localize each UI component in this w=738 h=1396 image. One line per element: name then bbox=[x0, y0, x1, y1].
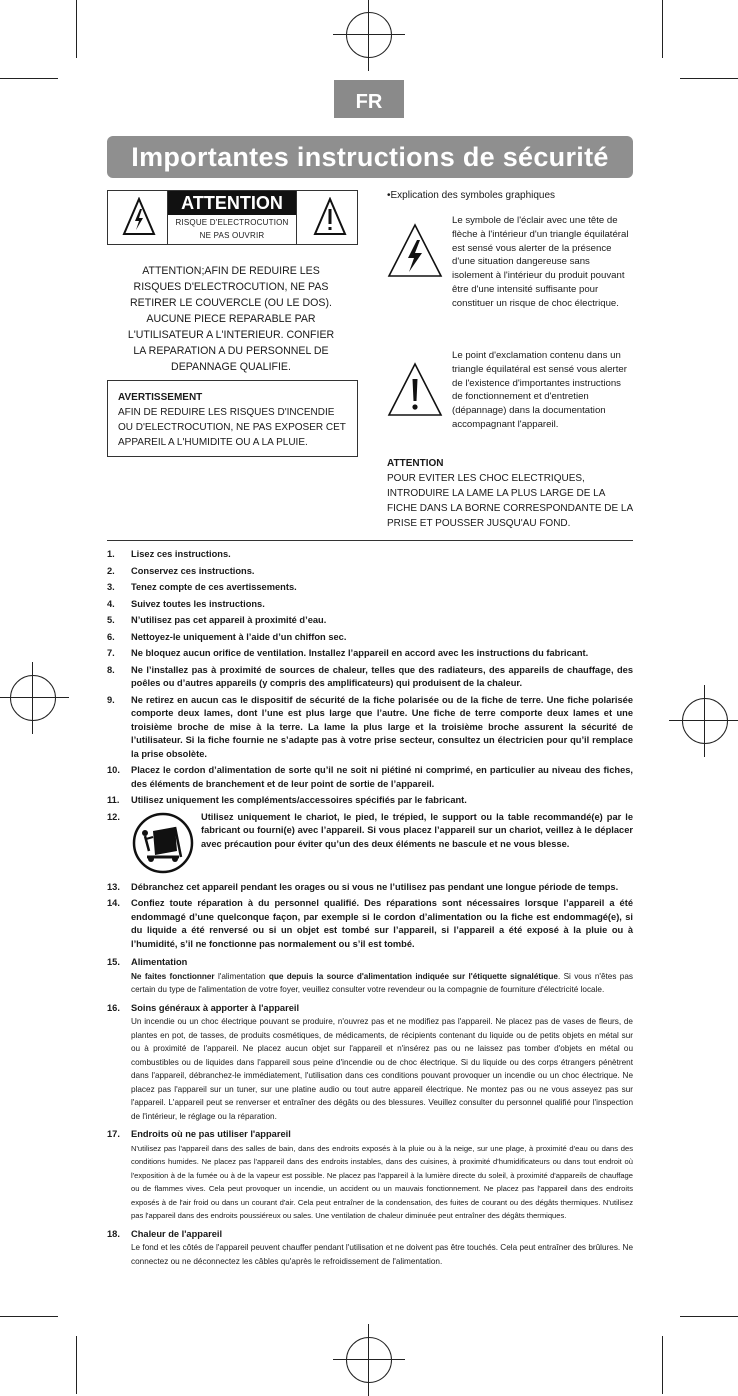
list-item bbox=[107, 647, 633, 661]
list-item bbox=[107, 811, 633, 875]
item-number: 8. bbox=[107, 664, 115, 675]
item-text bbox=[131, 1228, 633, 1269]
list-item bbox=[107, 956, 633, 997]
item-text bbox=[131, 1128, 633, 1223]
list-item bbox=[107, 694, 633, 762]
list-item bbox=[107, 548, 633, 562]
crop-mark bbox=[0, 1316, 58, 1317]
crop-mark bbox=[680, 78, 738, 79]
caution-label-line1: RISQUE D'ELECTROCUTION bbox=[175, 218, 289, 227]
plug-notice-body: POUR EVITER LES CHOC ELECTRIQUES, INTRODUIRE LA LAME LA PLUS LARGE DE LA FICHE DANS LA BORNE CORRESPONDANTE DE LA PRISE ET POUSSER JUSQU'AU FOND. bbox=[387, 473, 633, 529]
item-text: Ne l’installez pas à proximité de sources de chaleur, telles que des radiateurs, des appareils de chauffage, des poêles ou d’autres appareils (y compris des amplificateurs) qui produisent de la chaleur. bbox=[131, 664, 633, 688]
item-text: Lisez ces instructions. bbox=[131, 549, 231, 559]
item-text: N’utilisez pas cet appareil à proximité d’eau. bbox=[131, 615, 327, 625]
item-plain: . Si vous n'êtes pas certain du type de l'alimentation de votre foyer, veuillez consulter votre revendeur ou la compagnie de fourniture d'électricité locale. bbox=[131, 971, 633, 994]
item-heading: Soins généraux à apporter à l'appareil bbox=[131, 1002, 300, 1013]
item-text bbox=[131, 956, 633, 997]
list-item bbox=[107, 881, 633, 895]
crop-mark bbox=[0, 78, 58, 79]
item-text: Tenez compte de ces avertissements. bbox=[131, 582, 297, 592]
item-plain: l'alimentation bbox=[214, 971, 269, 981]
item-body: Un incendie ou un choc électrique pouvant se produire, n'ouvrez pas et ne modifiez pas l'appareil. Ne placez pas de vases de fleurs, de plantes en pot, de tasses, de produits cosmétiques, de médicaments, de récipients contenant du liquide ou de petits objets en métal sur ou à proximité de l'appareil. Ne placez aucun objet sur l'appareil et n'insérez pas ou ne laissez pas tomber d'objets en métal ou combustibles ou de liquides dans l'appareil sous peine d'incendie ou de choc électrique. Si du liquide ou des corps étrangers pénètrent dans l'appareil, débranchez-le immédiatement, l'utilisation dans ces conditions pouvant provoquer un incendie ou un choc électrique. Ne placez pas l'appareil sur un tuner, sur une platine audio ou tout autre appareil électrique. Ne montez pas ou ne vous asseyez pas sur l'appareil. L'appareil peut se renverser et entraîner des dégâts ou des blessures. Veuillez consulter du personnel qualifié pour l'inspection de l'intérieur, le réglage ou la réparation. bbox=[131, 1017, 633, 1121]
warning-body: AFIN DE REDUIRE LES RISQUES D'INCENDIE OU D'ELECTROCUTION, NE PAS EXPOSER CET APPAREIL A L'HUMIDITE OU A LA PLUIE. bbox=[118, 407, 346, 448]
item-text bbox=[131, 1002, 633, 1124]
list-item bbox=[107, 897, 633, 951]
crop-mark bbox=[662, 0, 663, 58]
crop-mark bbox=[76, 1336, 77, 1394]
list-item bbox=[107, 764, 633, 791]
item-number: 4. bbox=[107, 598, 115, 609]
plug-notice-title: ATTENTION bbox=[387, 458, 444, 469]
instructions-list bbox=[107, 548, 633, 1268]
exclamation-triangle-icon bbox=[386, 361, 444, 419]
item-number: 9. bbox=[107, 694, 115, 705]
list-item bbox=[107, 565, 633, 579]
lightning-triangle-icon bbox=[386, 222, 444, 280]
item-bold: Ne faites fonctionner bbox=[131, 971, 215, 981]
warning-box bbox=[107, 380, 358, 457]
page-title: Importantes instructions de sécurité bbox=[107, 136, 633, 178]
symbols-heading: •Explication des symboles graphiques bbox=[387, 190, 556, 201]
item-number: 12. bbox=[107, 811, 120, 822]
list-item bbox=[107, 794, 633, 808]
list-item bbox=[107, 581, 633, 595]
item-text: Suivez toutes les instructions. bbox=[131, 598, 265, 609]
registration-mark bbox=[346, 12, 392, 58]
crop-mark bbox=[662, 1336, 663, 1394]
list-item bbox=[107, 1002, 633, 1124]
lightning-triangle-icon bbox=[122, 197, 156, 237]
item-text: Ne retirez en aucun cas le dispositif de sécurité de la fiche polarisée ou de la fiche de terre. Une fiche polarisée comporte deux lames, dont l’une est plus large que l’autre. Une fiche de terre comporte deux lames et une troisième broche de mise à la terre. La lame la plus large et la troisième broche assurent la sécurité de l’utilisateur. Si la fiche fournie ne s’adapte pas à votre prise secteur, consultez un électricien pour qu’il remplace la prise obsolète. bbox=[131, 694, 633, 759]
item-bold: que depuis la source d'alimentation indiquée sur l'étiquette signalétique bbox=[268, 971, 558, 981]
crop-mark bbox=[680, 1316, 738, 1317]
item-text: Confiez toute réparation à du personnel qualifié. Des réparations sont nécessaires lorsque l’appareil a été endommagé d’une quelconque façon, par exemple si le cordon d’alimentation ou la fiche est endommagé(e), si du liquide a été renversé ou si un objet est tombé sur l’appareil, si l’appareil a été exposé à la pluie ou à l’humidité, s’il ne fonctionne pas normalement ou s’il est tombé. bbox=[131, 898, 633, 949]
caution-label-center bbox=[167, 191, 297, 244]
item-number: 13. bbox=[107, 881, 120, 892]
item-number: 18. bbox=[107, 1228, 120, 1239]
item-number: 7. bbox=[107, 648, 115, 658]
exclamation-symbol-text: Le point d'exclamation contenu dans un triangle équilatéral est sensé vous alerter de l'existence d'importantes instructions de fonctionnement et d'entretien (dépannage) dans la documentation accompagnant l'appareil. bbox=[452, 350, 627, 430]
item-number: 3. bbox=[107, 582, 115, 592]
item-heading: Chaleur de l'appareil bbox=[131, 1228, 223, 1239]
item-text: Utilisez uniquement le chariot, le pied, le trépied, le support ou la table recommandé(e) par le fabricant ou fourni(e) avec l’appareil. Si vous placez l’appareil sur un chariot, veillez à le déplacer avec précaution pour éviter qu’un des deux éléments ne bascule et ne vous blesse. bbox=[201, 811, 633, 849]
crop-mark bbox=[76, 0, 77, 58]
item-text: Placez le cordon d’alimentation de sorte qu’il ne soit ni piétiné ni comprimé, en particulier au niveau des fiches, des éléments de branchement et de leur point de sortie de l’appareil. bbox=[131, 765, 633, 789]
item-text: Utilisez uniquement les compléments/accessoires spécifiés par le fabricant. bbox=[131, 795, 467, 805]
item-number: 1. bbox=[107, 549, 115, 559]
exclamation-triangle-icon bbox=[313, 197, 347, 237]
item-number: 15. bbox=[107, 957, 120, 967]
item-body: N'utilisez pas l'appareil dans des salles de bain, dans des endroits exposés à la pluie ou à la neige, sur une plage, à proximité d'eau ou dans des conditions humides. Ne placez pas l'appareil dans des endroits instables, dans des cuisines, à proximité d'humidificateurs ou dans tout endroit où l'exposition à de la fumée ou à de la vapeur est possible. Ne placez pas l'appareil à la lumière directe du soleil, à proximité d'appareils de chauffage ou de flammes vives. Cela peut provoquer un incendie, un accident ou un mauvais fonctionnement. Ne placez pas l'appareil dans des endroits exposés à de l'air froid ou dans un courant d'air. Cela peut entraîner de la condensation, des fuites de courant ou des dégâts thermiques. N'utilisez pas l'appareil dans des endroits poussiéreux ou sales. Une ventilation de chaleur diminuée peut entraîner des dégâts thermiques. bbox=[131, 1143, 633, 1220]
item-number: 11. bbox=[107, 795, 120, 805]
lightning-symbol-text: Le symbole de l'éclair avec une tête de flèche à l'intérieur d'un triangle équilatéral est sensé vous alerter de la présence d'une situation dangereuse sans isolement à l'intérieur du produit pouvant être d'une intensité suffisante pour constituer un risque de choc électrique. bbox=[452, 215, 629, 309]
item-number: 2. bbox=[107, 565, 115, 576]
list-item bbox=[107, 664, 633, 691]
registration-mark bbox=[10, 675, 56, 721]
list-item bbox=[107, 1228, 633, 1269]
registration-mark bbox=[346, 1337, 392, 1383]
caution-label-line2: NE PAS OUVRIR bbox=[199, 231, 265, 240]
list-item bbox=[107, 631, 633, 645]
warning-title: AVERTISSEMENT bbox=[118, 392, 203, 403]
item-text: Conservez ces instructions. bbox=[131, 565, 255, 576]
item-body: Le fond et les côtés de l'appareil peuvent chauffer pendant l'utilisation et ne doivent pas être touchés. Cela peut entraîner des brûlures. Ne connectez ou ne déconnectez les câbles qu'après le refroidissement de l'alimentation. bbox=[131, 1243, 633, 1266]
item-number: 14. bbox=[107, 898, 120, 908]
item-number: 10. bbox=[107, 765, 120, 775]
item-number: 5. bbox=[107, 615, 115, 625]
list-item bbox=[107, 598, 633, 612]
list-item bbox=[107, 614, 633, 628]
caution-label-title: ATTENTION bbox=[168, 191, 296, 215]
item-text: Ne bloquez aucun orifice de ventilation. Installez l’appareil en accord avec les instructions du fabricant. bbox=[131, 648, 589, 658]
item-number: 17. bbox=[107, 1129, 120, 1139]
item-number: 6. bbox=[107, 631, 115, 642]
list-item bbox=[107, 1128, 633, 1223]
item-heading: Endroits où ne pas utiliser l'appareil bbox=[131, 1129, 291, 1139]
registration-mark bbox=[682, 698, 728, 744]
caution-paragraph: ATTENTION;AFIN DE REDUIRE LES RISQUES D'ELECTROCUTION, NE PAS RETIRER LE COUVERCLE (OU LE DOS). AUCUNE PIECE REPARABLE PAR L'UTILISATEUR A L'INTERIEUR. CONFIER LA REPARATION A DU PERSONNEL DE DEPANNAGE QUALIFIE. bbox=[127, 265, 335, 373]
item-heading: Alimentation bbox=[131, 957, 188, 967]
language-tab: FR bbox=[334, 80, 404, 118]
section-divider bbox=[107, 540, 633, 541]
item-text: Débranchez cet appareil pendant les orages ou si vous ne l’utilisez pas pendant une longue période de temps. bbox=[131, 881, 619, 892]
item-number: 16. bbox=[107, 1002, 120, 1013]
caution-label bbox=[107, 190, 358, 245]
item-text: Nettoyez-le uniquement à l’aide d’un chiffon sec. bbox=[131, 631, 347, 642]
cart-warning-icon bbox=[131, 811, 195, 875]
